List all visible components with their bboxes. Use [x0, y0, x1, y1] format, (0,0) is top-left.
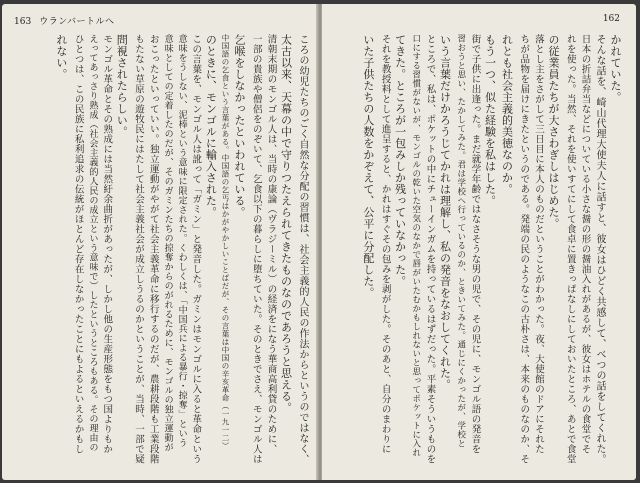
text-line: ちが品物を届けにきたというのである。発端の民のようなこの古朴さは、本来のものなのか、そ	[518, 34, 530, 464]
right-page-header	[603, 14, 620, 24]
text-line: そんな話を、崎山代理大使夫人に話すと、彼女はひどく共感して、べつの話をしてくれた。	[593, 34, 605, 465]
text-line: ところで、私は、ポケットの中にチューインガムを持っているはずだった。平素そういうものを	[424, 34, 436, 464]
text-line: えってあっさり熟成（社会主義的人民の成立という意味で）したというところもある。その理由の	[87, 34, 98, 452]
text-line: れとも社会主義的美徳なのか。	[500, 34, 514, 195]
text-line: おこったといっていい。独立運動がやがて社会主義革命に移行するのだが、農耕段階も工業段階	[147, 34, 159, 464]
text-line: いた子供たちの人数をかぞえて、公平に分配した。	[361, 34, 375, 299]
text-line: 一部の貴族や僧侶をのぞいて、乞食以下の暮らしに堕ちていた。そのときでさえ、モンゴル人は	[250, 34, 262, 464]
text-line: れない。	[54, 34, 68, 80]
text-line: もたない草原の遊牧民にはたして社会主義社会が成立しうるのかということが、当時、一部で疑	[132, 34, 144, 464]
text-line: の従業員たちが大さわぎしはじめた。	[547, 34, 561, 230]
text-line: かれていた。	[609, 34, 622, 103]
text-line: 乞喉をしなかったといわれている。	[233, 34, 247, 218]
text-line: 清朝末期のモンゴル人は、当時の康論（ヴラジーミル）の経済をになう華商高利貸のために、	[265, 34, 277, 454]
text-line: のときに、モンゴルに輸入された。	[204, 34, 218, 218]
right-page-number: 162	[602, 14, 620, 24]
text-line: モンゴル革命とその熟成には当然紆余曲折があったが、しかし他の生産形態をもつ国よりもか	[101, 34, 113, 454]
text-line: 習おうと思い、たかしてみた。君は学校へ行っているのか、ときいてみた。通じにくかったが、学校と	[455, 34, 466, 448]
text-line: それを教授料として進呈すると、かれはすぐその包みを剥がした。そのあと、自分のまわりに	[379, 34, 391, 454]
left-page-header	[14, 14, 115, 27]
left-page	[2, 4, 318, 480]
text-line: もう一つ、似た経験を私はした。	[483, 34, 497, 207]
text-line: 中国語の乞食という言葉がある。中国語の乞丐はかがやかしいことばだが、その言葉は中国の辛亥革命（一九一二）	[220, 34, 230, 450]
text-line: 口にする習慣がないが、モンゴルの乾いた空気のなかで唇がいたむかもしれないと思ってポケットに入れ	[410, 34, 421, 457]
text-line: 落とし主をさがして三日目に本人のものだということがわかった。夜、大使館のドアにそれた	[532, 34, 544, 454]
text-line: ころの幼児たちのごく自然な分配の習慣は、社会主義的人民の作法からというのではなく、	[297, 34, 308, 465]
left-page-text	[12, 34, 310, 466]
text-line: れを使った。当然、それを使いすてにして食卓に置きっぱなしにしておいたところ、あとで食堂	[564, 34, 576, 464]
text-line: 意味としての定着したのだが、そのガミンたちの掠奪からのがれるために、モンゴルの独立運動が	[162, 34, 173, 452]
right-page	[322, 4, 636, 480]
left-page-number: 163	[14, 17, 32, 27]
text-line: 問視されたらしい。	[115, 34, 129, 138]
text-line: 街で子供に出逢った。まだ就学年齢ではなさそうな男の児で、その児に、モンゴル語の発音を	[469, 34, 481, 454]
right-page-text	[334, 34, 624, 466]
text-line: いう言葉だけかろうじてかれは理解し、私の発音をなおしてくれた。	[438, 34, 452, 391]
text-line: この言葉を、モンゴル人は訛って「ガミン」と発音した。ガミンはモンゴルに入ると革命という	[190, 34, 202, 464]
running-head: ウランバートルへ	[39, 17, 115, 27]
text-line: 太古以来、天幕の中で守りつたえられてきたものなのであろうと思える。	[279, 34, 293, 414]
text-line: 意味をうしない、泥棒という意味に限定された。くわしくは、「中国兵による暴行・掠奪」という	[176, 34, 187, 448]
text-line: 日本の折詰弁当などについている小さな醤の形の醤油入れがあるが、彼女はホテルの食堂でそ	[579, 34, 591, 454]
text-line: てきた。ところが一包みしか残っていなかった。	[393, 34, 407, 287]
text-line: ひとつは、この民族に私利追求の伝統がほとんど存在しなかったことにもよるといえるかもし	[72, 34, 84, 454]
